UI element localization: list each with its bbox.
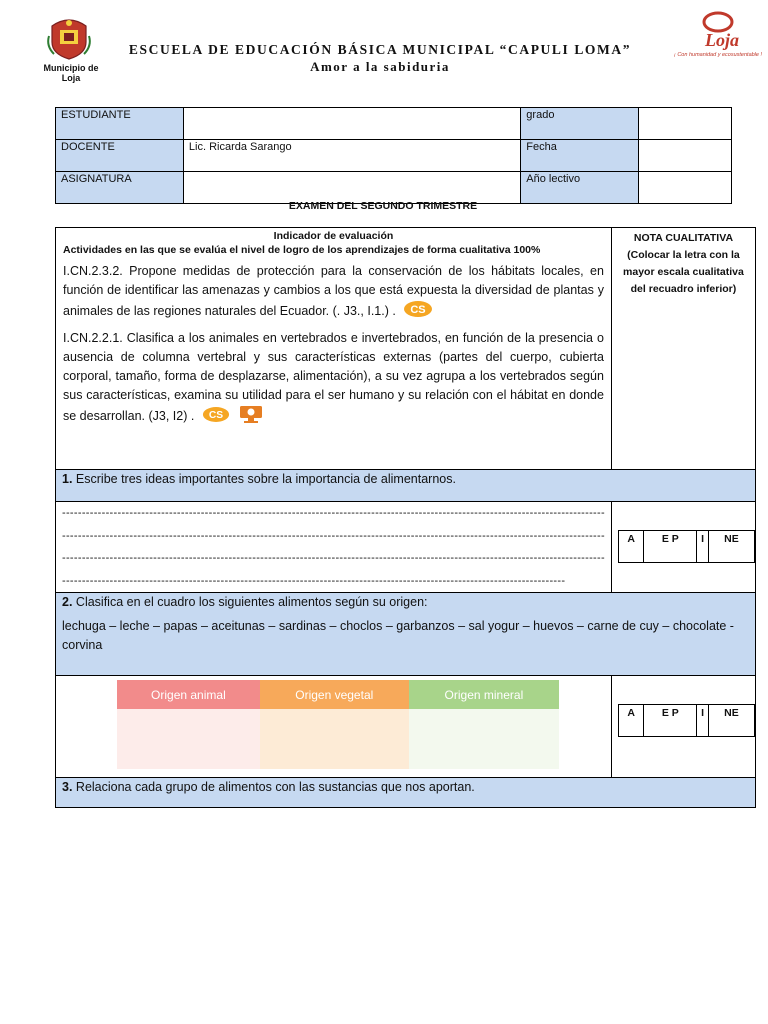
grade-label: grado — [521, 108, 639, 140]
grade-cell — [611, 676, 755, 778]
municipio-label: Municipio de Loja — [43, 63, 99, 83]
question-number: 2. — [62, 595, 73, 609]
answer-line[interactable]: ----------------------------------------------------------------------------------------------------------------------------------------- — [62, 552, 605, 564]
grade-option-ne[interactable]: NE — [708, 531, 754, 563]
question-2 — [56, 593, 756, 676]
loja-logo-tagline: ¡ Con humanidad y ecosustentable ! — [673, 52, 763, 58]
indicator-item-text: I.CN.2.2.1. Clasifica a los animales en vertebrados e invertebrados, en función de la presencia o ausencia de columna vertebral y sus características externas (partes del cuerpo, cubierta corporal, tamaño, forma de desplazarse, alimentación), a su vez agrupa a los vertebrados según sus características, examina su utilidad para el ser humano y su relación con el hábitat en donde se desarrollan. (J3, I2) . — [63, 331, 604, 423]
origin-animal-answer[interactable] — [117, 709, 260, 769]
exam-table — [55, 227, 756, 808]
origin-vegetal-answer[interactable] — [260, 709, 409, 769]
grade-option-ep[interactable]: E P — [644, 705, 697, 737]
grade-option-i[interactable]: I — [697, 705, 709, 737]
grade-cell — [611, 502, 755, 593]
answer-line[interactable]: ----------------------------------------------------------------------------------------------------------------------------------------- — [62, 529, 605, 542]
exam-title: EXAMEN DEL SEGUNDO TRIMESTRE — [288, 200, 478, 212]
question-text: Clasifica en el cuadro los siguientes alimentos según su origen: — [72, 595, 428, 609]
svg-text:CS: CS — [208, 410, 223, 422]
student-label: ESTUDIANTE — [56, 108, 184, 140]
grade-field[interactable] — [639, 108, 732, 140]
teacher-label: DOCENTE — [56, 140, 184, 172]
svg-text:CS: CS — [410, 304, 426, 316]
loja-swirl-icon — [673, 10, 763, 60]
cs-badge-icon — [403, 300, 433, 318]
question-3 — [56, 778, 756, 808]
indicator-item — [63, 329, 604, 426]
year-label: Año lectivo — [521, 172, 639, 204]
origin-cell — [56, 676, 612, 778]
student-info-table — [55, 107, 732, 204]
answer-line[interactable]: ------------------------------------------------------------------------------------------------------------------------------- — [62, 574, 566, 587]
indicator-subheading: Actividades en las que se evalúa el nivel de logro de los aprendizajes de forma cualitativa 100% — [63, 244, 541, 256]
grade-scale — [618, 704, 755, 737]
food-list: lechuga – leche – papas – aceitunas – sardinas – choclos – garbanzos – sal yogur – huevos – carne de cuy – chocolate - corvina — [62, 619, 734, 652]
grade-option-ep[interactable]: E P — [644, 531, 697, 563]
grade-option-a[interactable]: A — [618, 705, 643, 737]
indicator-heading: Indicador de evaluación — [273, 230, 394, 242]
grade-option-a[interactable]: A — [618, 531, 643, 563]
date-field[interactable] — [639, 140, 732, 172]
grade-option-ne[interactable]: NE — [708, 705, 754, 737]
origin-animal-header: Origen animal — [117, 680, 260, 709]
monitor-icon — [237, 405, 265, 423]
indicator-cell — [56, 228, 612, 470]
indicator-item-text: I.CN.2.3.2. Propone medidas de protección para la conservación de los hábitats locales, en función de identificar las amenazas y cambios a los que está expuesta la diversidad de plantas y animales de las regiones naturales del Ecuador. (. J3., I.1.) . — [63, 264, 604, 318]
loja-logo-text: Loja — [705, 30, 739, 50]
teacher-field[interactable]: Lic. Ricarda Sarango — [183, 140, 520, 172]
answer-area[interactable] — [56, 502, 612, 593]
nota-instructions: (Colocar la letra con la mayor escala cualitativa del recuadro inferior) — [623, 249, 744, 295]
subject-label: ASIGNATURA — [56, 172, 184, 204]
question-text: Escribe tres ideas importantes sobre la importancia de alimentarnos. — [72, 472, 456, 486]
question-1 — [56, 470, 756, 502]
grade-scale — [618, 530, 755, 563]
origin-table — [117, 680, 559, 769]
origin-mineral-answer[interactable] — [409, 709, 559, 769]
student-field[interactable] — [183, 108, 520, 140]
nota-title: NOTA CUALITATIVA — [633, 232, 734, 244]
grade-option-i[interactable]: I — [697, 531, 709, 563]
question-number: 1. — [62, 472, 73, 486]
origin-vegetal-header: Origen vegetal — [260, 680, 409, 709]
answer-line[interactable]: ----------------------------------------------------------------------------------------------------------------------------------------- — [62, 507, 605, 519]
municipio-loja-crest-icon — [46, 16, 92, 60]
nota-cualitativa-cell — [611, 228, 755, 470]
date-label: Fecha — [521, 140, 639, 172]
subject-field[interactable] — [183, 172, 520, 204]
cs-badge-icon — [202, 406, 230, 423]
school-motto: Amor a la sabiduria — [310, 59, 450, 74]
school-name: ESCUELA DE EDUCACIÓN BÁSICA MUNICIPAL “CAPULI LOMA” — [128, 42, 632, 57]
question-text: Relaciona cada grupo de alimentos con las sustancias que nos aportan. — [72, 780, 475, 794]
question-number: 3. — [62, 780, 73, 794]
loja-logo — [673, 10, 763, 60]
year-field[interactable] — [639, 172, 732, 204]
indicator-item — [63, 262, 604, 321]
origin-mineral-header: Origen mineral — [409, 680, 559, 709]
